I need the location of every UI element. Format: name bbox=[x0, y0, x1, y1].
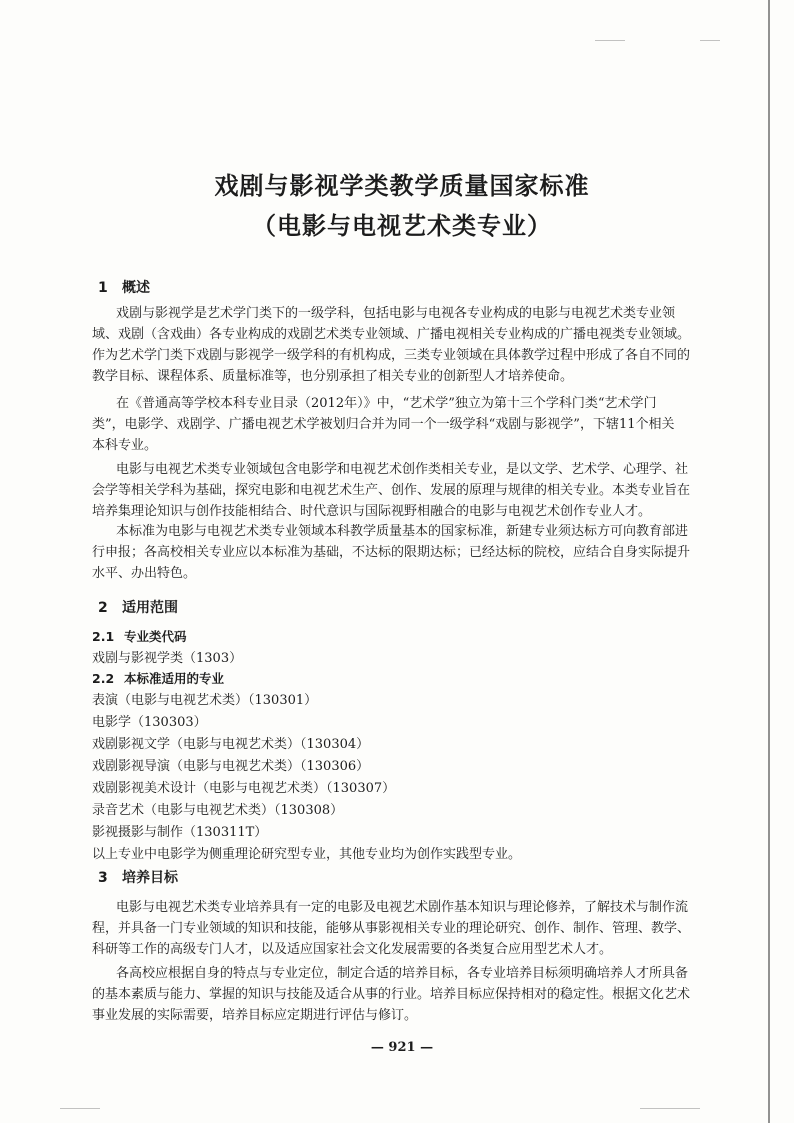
overview-paragraph-4 bbox=[92, 521, 712, 584]
subsection-title: 本标准适用的专业 bbox=[124, 671, 225, 686]
scope-note: 以上专业中电影学为侧重理论研究型专业，其他专业均为创作实践型专业。 bbox=[92, 847, 522, 862]
text-line: 域、戏剧（含戏曲）各专业构成的戏剧艺术类专业领域、广播电视相关专业构成的广播电视类专业领域。 bbox=[92, 327, 691, 342]
major-list-item: 表演（电影与电视艺术类）（130301） bbox=[92, 693, 318, 708]
scan-speck bbox=[700, 40, 720, 41]
text-line: 水平、办出特色。 bbox=[92, 566, 197, 581]
text-line: 程，并具备一门专业领域的知识和技能，能够从事影视相关专业的理论研究、创作、制作、管理、教学、 bbox=[92, 921, 691, 936]
title-line-2: （电影与电视艺术类专业） bbox=[252, 211, 552, 240]
text-line: 本标准为电影与电视艺术类专业领域本科教学质量基本的国家标准，新建专业须达标方可向教育部进 bbox=[116, 524, 689, 539]
major-list-item: 戏剧影视美术设计（电影与电视艺术类）（130307） bbox=[92, 781, 396, 796]
document-title bbox=[92, 166, 712, 246]
text-line: 科研等工作的高级专门人才，以及适应国家社会文化发展需要的各类复合应用型艺术人才。 bbox=[92, 942, 613, 957]
text-line: 行申报；各高校相关专业应以本标准为基础，不达标的限期达标；已经达标的院校，应结合自身实际提升 bbox=[92, 545, 691, 560]
text-line: 本科专业。 bbox=[92, 438, 158, 453]
scan-edge-line bbox=[768, 0, 770, 1123]
subsection-number: 2.1 bbox=[92, 629, 115, 644]
major-list-item: 影视摄影与制作（130311T） bbox=[92, 825, 268, 840]
section-heading-scope bbox=[92, 597, 178, 617]
text-line: 在《普通高等学校本科专业目录（2012年）》中，“艺术学”独立为第十三个学科门类“艺术学门 bbox=[116, 396, 657, 411]
page-number: — 921 — bbox=[370, 1040, 434, 1055]
scan-speck bbox=[595, 40, 625, 41]
subsection-title: 专业类代码 bbox=[124, 629, 187, 644]
text-line: 作为艺术学门类下戏剧与影视学一级学科的有机构成，三类专业领域在具体教学过程中形成了各自不同的 bbox=[92, 348, 691, 363]
text-line: 培养集理论知识与创作技能相结合、时代意识与国际视野相融合的电影与电视艺术创作专业人才。 bbox=[92, 504, 652, 519]
overview-paragraph-3 bbox=[92, 459, 712, 522]
section-title: 适用范围 bbox=[122, 600, 178, 616]
section-heading-goals bbox=[92, 867, 178, 887]
text-line: 类”，电影学、戏剧学、广播电视艺术学被划归合并为同一个一级学科“戏剧与影视学”，下辖11个相关 bbox=[92, 417, 675, 432]
text-line: 戏剧与影视学是艺术学门类下的一级学科，包括电影与电视各专业构成的电影与电视艺术类专业领 bbox=[116, 306, 676, 321]
section-title: 培养目标 bbox=[122, 870, 178, 886]
section-number: 3 bbox=[98, 870, 108, 886]
section-number: 2 bbox=[98, 600, 108, 616]
section-heading-overview bbox=[92, 277, 150, 297]
major-list-item: 电影学（130303） bbox=[92, 715, 207, 730]
text-line: 教学目标、课程体系、质量标准等，也分别承担了相关专业的创新型人才培养使命。 bbox=[92, 369, 574, 384]
goals-paragraph-1 bbox=[92, 897, 712, 960]
text-line: 电影与电视艺术类专业培养具有一定的电影及电视艺术剧作基本知识与理论修养，了解技术与制作流 bbox=[116, 900, 689, 915]
major-list-item: 戏剧影视文学（电影与电视艺术类）（130304） bbox=[92, 737, 370, 752]
category-code-line: 戏剧与影视学类（1303） bbox=[92, 651, 243, 666]
subsection-heading-majors bbox=[92, 669, 224, 687]
overview-paragraph-1 bbox=[92, 303, 712, 387]
section-number: 1 bbox=[98, 280, 108, 296]
text-line: 会学等相关学科为基础，探究电影和电视艺术生产、创作、发展的原理与规律的相关专业。本类专业旨在 bbox=[92, 483, 691, 498]
text-line: 的基本素质与能力、掌握的知识与技能及适合从事的行业。培养目标应保持相对的稳定性。根据文化艺术 bbox=[92, 987, 691, 1002]
major-list-item: 录音艺术（电影与电视艺术类）（130308） bbox=[92, 803, 344, 818]
section-title: 概述 bbox=[122, 280, 150, 296]
text-line: 电影与电视艺术类专业领域包含电影学和电视艺术创作类相关专业，是以文学、艺术学、心理学、社 bbox=[116, 462, 689, 477]
scan-speck bbox=[60, 1108, 100, 1109]
text-line: 事业发展的实际需要，培养目标应定期进行评估与修订。 bbox=[92, 1008, 418, 1023]
scan-speck bbox=[640, 1108, 700, 1109]
major-list-item: 戏剧影视导演（电影与电视艺术类）（130306） bbox=[92, 759, 370, 774]
subsection-heading-code bbox=[92, 627, 187, 645]
subsection-number: 2.2 bbox=[92, 671, 115, 686]
overview-paragraph-2 bbox=[92, 393, 712, 456]
goals-paragraph-2 bbox=[92, 963, 712, 1026]
text-line: 各高校应根据自身的特点与专业定位，制定合适的培养目标，各专业培养目标须明确培养人才所具备 bbox=[116, 966, 689, 981]
title-line-1: 戏剧与影视学类教学质量国家标准 bbox=[214, 171, 590, 200]
